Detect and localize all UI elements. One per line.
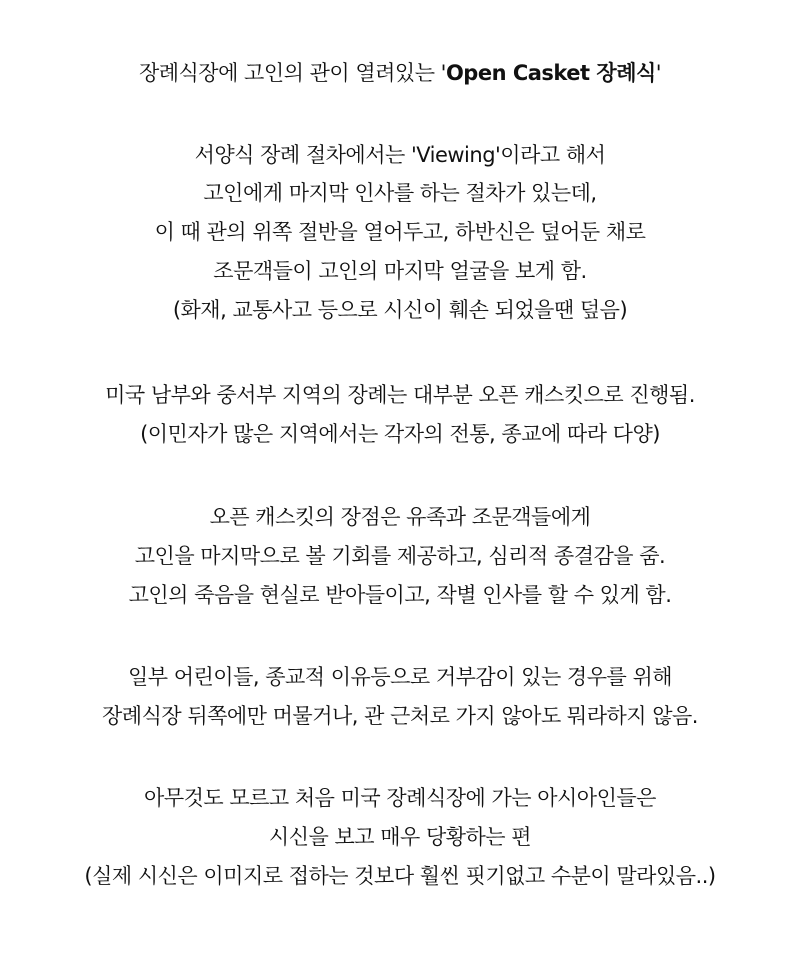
paragraph-4-line-1: 일부 어린이들, 종교적 이유등으로 거부감이 있는 경우를 위해: [127, 665, 673, 689]
paragraph-5-line-1: 아무것도 모르고 처음 미국 장례식장에 가는 아시아인들은: [144, 786, 656, 810]
document-title: [0, 58, 800, 88]
paragraph-1-line-3: 이 때 관의 위쪽 절반을 열어두고, 하반신은 덮어둔 채로: [154, 220, 646, 244]
paragraph-3-line-2: 고인을 마지막으로 볼 기회를 제공하고, 심리적 종결감을 줌.: [134, 544, 666, 568]
paragraph-2-line-1: 미국 남부와 중서부 지역의 장례는 대부분 오픈 캐스킷으로 진행됨.: [105, 383, 695, 407]
paragraph-5-line-2: 시신을 보고 매우 당황하는 편: [268, 825, 532, 849]
title-prefix: 장례식장에 고인의 관이 열려있는 ': [138, 61, 446, 85]
title-suffix: ': [655, 61, 662, 85]
paragraph-2-line-2: (이민자가 많은 지역에서는 각자의 전통, 종교에 따라 다양): [140, 422, 660, 446]
paragraph-1-line-5: (화재, 교통사고 등으로 시신이 훼손 되었을땐 덮음): [172, 298, 628, 322]
paragraph-1-line-4: 조문객들이 고인의 마지막 얼굴을 보게 함.: [213, 259, 587, 283]
paragraph-4-line-2: 장례식장 뒤쪽에만 머물거나, 관 근처로 가지 않아도 뭐라하지 않음.: [102, 704, 698, 728]
paragraph-1-line-2: 고인에게 마지막 인사를 하는 절차가 있는데,: [203, 181, 597, 205]
paragraph-5-line-3: (실제 시신은 이미지로 접하는 것보다 훨씬 핏기없고 수분이 말라있음..): [84, 864, 716, 888]
paragraph-1-line-1: 서양식 장례 절차에서는 'Viewing'이라고 해서: [194, 143, 606, 167]
paragraph-3-line-3: 고인의 죽음을 현실로 받아들이고, 작별 인사를 할 수 있게 함.: [128, 583, 672, 607]
paragraph-3-line-1: 오픈 캐스킷의 장점은 유족과 조문객들에게: [209, 505, 591, 529]
title-emphasis: Open Casket 장례식: [445, 61, 656, 85]
